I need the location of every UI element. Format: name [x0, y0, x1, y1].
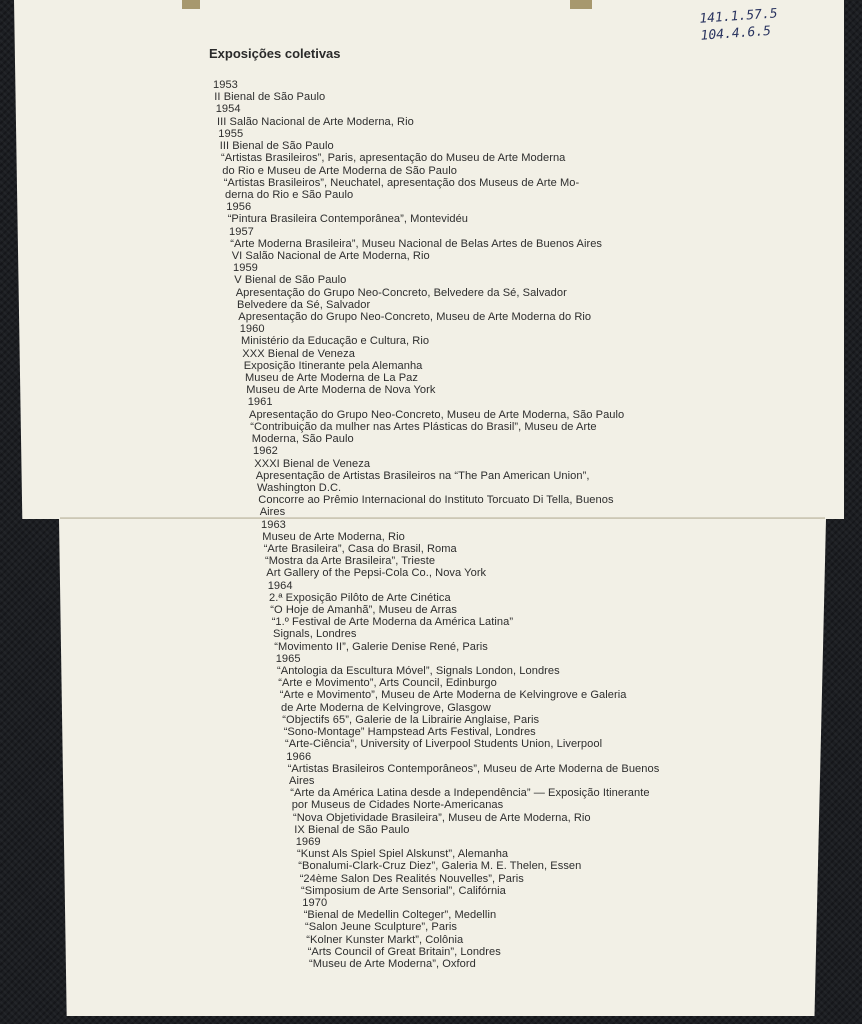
exhibition-entry: “Simposium de Arte Sensorial”, Califórnia: [301, 884, 506, 897]
exhibition-entry: Belvedere da Sé, Salvador: [237, 298, 371, 311]
exhibition-entry: III Bienal de São Paulo: [219, 140, 334, 152]
exhibition-entry: 1970: [302, 897, 328, 909]
exhibition-entry: Art Gallery of the Pepsi-Cola Co., Nova York: [266, 567, 487, 580]
exhibition-entry: “Sono-Montage” Hampstead Arts Festival, Londres: [283, 726, 536, 738]
exhibition-entry: “Artistas Brasileiros Contemporâneos”, Museu de Arte Moderna de Buenos: [287, 762, 660, 775]
exhibition-entry: “Arte da América Latina desde a Independência” — Exposição Itinerante: [290, 787, 650, 800]
exhibition-entry: “24ème Salon Des Realités Nouvelles”, Paris: [299, 872, 524, 885]
exhibition-entry: “Bonalumi-Clark-Cruz Diez”, Galeria M. E. Thelen, Essen: [298, 860, 582, 873]
exhibition-entry: do Rio e Museu de Arte Moderna de São Paulo: [222, 164, 457, 177]
exhibition-entry: XXXI Bienal de Veneza: [254, 457, 371, 470]
exhibition-entry: 1956: [226, 201, 252, 214]
exhibition-entry: derna do Rio e São Paulo: [225, 188, 354, 201]
exhibition-entry: “Museu de Arte Moderna”, Oxford: [309, 958, 476, 970]
exhibition-entry: “Arte e Movimento”, Arts Council, Edinburgo: [278, 677, 497, 690]
exhibition-entry: “1.º Festival de Arte Moderna da América Latina”: [271, 616, 514, 629]
exhibition-entry: “Antologia da Escultura Móvel”, Signals London, Londres: [277, 665, 560, 677]
exhibition-entry: Signals, Londres: [273, 628, 357, 641]
exhibition-entry: “Arte Brasileira”, Casa do Brasil, Roma: [263, 542, 457, 555]
exhibition-entry: 1969: [295, 835, 321, 848]
exhibition-entry: Museu de Arte Moderna de La Paz: [245, 372, 418, 384]
exhibition-entry: “Objectifs 65”, Galerie de la Librairie Anglaise, Paris: [282, 713, 540, 726]
exhibition-entry: Exposição Itinerante pela Alemanha: [243, 359, 423, 372]
exhibition-entry: VI Salão Nacional de Arte Moderna, Rio: [231, 249, 430, 262]
exhibition-entry: de Arte Moderna de Kelvingrove, Glasgow: [281, 701, 491, 714]
exhibition-entry: Aires: [259, 506, 286, 519]
exhibition-entry: Apresentação do Grupo Neo-Concreto, Museu de Arte Moderna, São Paulo: [249, 408, 625, 421]
exhibition-entry: por Museus de Cidades Norte-Americanas: [291, 799, 504, 812]
page-title: Exposições coletivas: [209, 46, 341, 61]
exhibition-entry: Washington D.C.: [257, 481, 342, 494]
exhibition-entry: “Mostra da Arte Brasileira”, Trieste: [265, 555, 436, 568]
exhibition-entry: 1964: [267, 579, 293, 592]
exhibition-entry: “Arte Moderna Brasileira”, Museu Nacional de Belas Artes de Buenos Aires: [230, 237, 603, 250]
exhibition-entry: V Bienal de São Paulo: [234, 274, 347, 287]
exhibition-entry: 1963: [261, 518, 286, 531]
exhibition-entry: “Movimento II”, Galerie Denise René, Paris: [274, 640, 488, 653]
exhibition-entry: Apresentação do Grupo Neo-Concreto, Belvedere da Sé, Salvador: [235, 286, 567, 299]
exhibition-entry: 1965: [275, 652, 301, 665]
exhibition-entry: “Arts Council of Great Britain”, Londres: [307, 945, 501, 958]
exhibition-entry: “Bienal de Medellin Colteger”, Medellin: [303, 909, 497, 922]
exhibition-entry: Concorre ao Prêmio Internacional do Instituto Torcuato Di Tella, Buenos: [258, 494, 614, 507]
exhibition-entry: XXX Bienal de Veneza: [242, 347, 355, 360]
exhibition-entry: Aires: [289, 774, 315, 787]
exhibition-entry: “Nova Objetividade Brasileira”, Museu de Arte Moderna, Rio: [293, 811, 591, 824]
exhibition-entry: 1961: [247, 396, 273, 409]
exhibition-entry: “O Hoje de Amanhã”, Museu de Arras: [270, 604, 457, 616]
exhibition-entry: “Artistas Brasileiros”, Paris, apresentação do Museu de Arte Moderna: [221, 152, 566, 165]
archive-number-line: 141.1.57.5: [698, 6, 779, 27]
exhibition-entry: “Artistas Brasileiros”, Neuchatel, apresentação dos Museus de Arte Mo-: [223, 176, 580, 189]
exhibition-entry: II Bienal de São Paulo: [214, 91, 326, 104]
exhibition-entry: 1960: [239, 323, 265, 336]
exhibition-entry: Ministério da Educação e Cultura, Rio: [241, 335, 430, 348]
exhibition-entry: Moderna, São Paulo: [251, 433, 354, 445]
exhibition-entry: 2.ª Exposição Pilôto de Arte Cinética: [269, 591, 451, 604]
exhibition-entry: Museu de Arte Moderna, Rio: [262, 530, 405, 543]
exhibition-entry: “Kunst Als Spiel Spiel Alskunst”, Alemanha: [297, 848, 509, 861]
exhibition-entry: “Pintura Brasileira Contemporânea”, Montevidéu: [227, 213, 469, 226]
exhibition-entry: “Contribuição da mulher nas Artes Plásticas do Brasil”, Museu de Arte: [250, 420, 597, 433]
exhibition-entry: 1957: [229, 225, 254, 238]
exhibition-entry: Apresentação de Artistas Brasileiros na “The Pan American Union”,: [255, 469, 590, 482]
exhibition-entry: Museu de Arte Moderna de Nova York: [246, 384, 436, 397]
exhibition-entry: III Salão Nacional de Arte Moderna, Rio: [217, 115, 414, 128]
exhibition-entry: 1955: [218, 127, 244, 140]
exhibition-entry: Apresentação do Grupo Neo-Concreto, Museu de Arte Moderna do Rio: [238, 311, 592, 323]
exhibition-entry: “Kolner Kunster Markt”, Colônia: [306, 933, 464, 946]
exhibition-entry: “Arte-Ciência”, University of Liverpool Students Union, Liverpool: [285, 738, 603, 751]
exhibition-entry: 1959: [233, 262, 258, 275]
exhibition-entry: 1962: [253, 445, 278, 458]
exhibition-entry: “Arte e Movimento”, Museu de Arte Moderna de Kelvingrove e Galeria: [279, 689, 627, 702]
archive-number-line: 104.4.6.5: [700, 23, 772, 44]
exhibition-entry: 1966: [286, 750, 312, 763]
exhibition-entry: “Salon Jeune Sculpture”, Paris: [305, 921, 457, 934]
exhibition-entry: 1953: [213, 79, 238, 91]
exhibition-entry: IX Bienal de São Paulo: [294, 823, 410, 836]
exhibition-entry: 1954: [215, 103, 241, 116]
